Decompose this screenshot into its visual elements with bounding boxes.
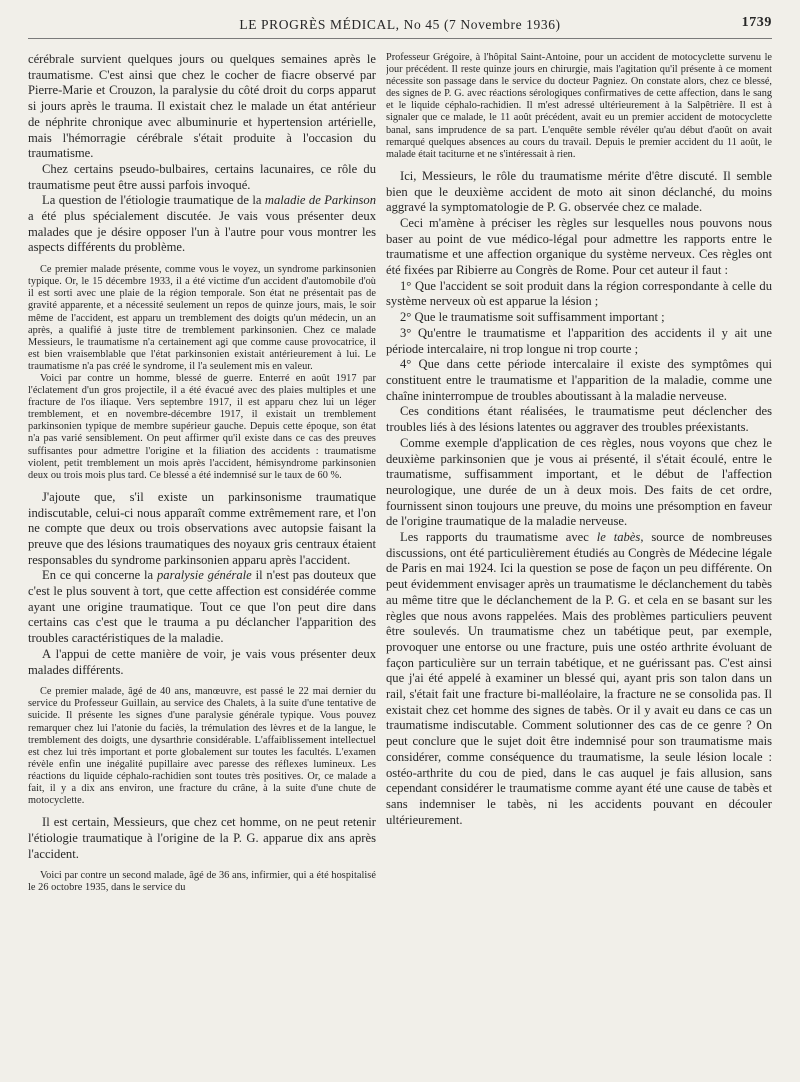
text-run: il n'est pas douteux que c'est le plus souvent à tort, que cette affection est considérée comme ayant une origine traumatique. Tout ce que l'on peut dire dans certains cas c'est que le trauma a pu déclancher l'apparition des troubles caractéristiques de la maladie.	[28, 568, 376, 646]
rule-item: 2° Que le traumatisme soit suffisamment important ;	[400, 310, 665, 325]
paragraph: Ceci m'amène à préciser les règles sur lesquelles nous pouvons nous baser au point de vue médico-légal pour admettre les rapports entre le traumatisme et une affection organique du système nerveux. Ces règles ont été fixées par Ribierre au Congrès de Rome. Pour cet auteur il faut :	[386, 215, 772, 278]
paragraph: A l'appui de cette manière de voir, je vais vous présenter deux malades différents.	[28, 646, 376, 677]
paragraph: Comme exemple d'application de ces règles, nous voyons que chez le deuxième parkinsonien que je vous ai présenté, il s'était écoulé, entre le traumatisme, suffisamment important, et le début de l'affection neurologique, une durée de un à deux mois. Des faits de cet ordre, fournissent sinon toujours une preuve, du moins une présomption en faveur de l'origine traumatique de la maladie nerveuse.	[386, 435, 772, 529]
text-run: La question de l'étiologie traumatique de la	[42, 193, 265, 208]
text-run: En ce qui concerne la	[42, 568, 157, 583]
text-run: , source de nombreuses discussions, ont été particulièrement étudiés au Congrès de Médecine légale de Paris en mai 1924. Ici la question se pose de façon un peu différente. On peut évidemment envisager après un traumatisme le déclanchement du tabès au même titre que le déclanchement de la P. G. et cela en se basant sur les règles que nous avons rappelées. Mais des problèmes particuliers peuvent être soulevés. Un traumatisme chez un tabétique peut, par exemple, provoquer une entorse ou une fracture, puis une ostéo arthrite évoluant de façon particulière sur un terrain tabétique, et ne guérissant pas. C'est ainsi que j'ai été appelé à examiner un blessé qui, ayant pris son talon dans un rail, s'était fait une fracture bi-malléolaire, la fracture ne se consolida pas. Il existait chez cet homme des signes de tabès. Or il y avait eu dans ce cas un traumatisme indiscutable. Comment solutionner des cas de ce genre ? On peut conclure que le sujet doit être indemnisé pour son traumatisme mais considérer, comme conséquence du traumatisme, la seule lésion locale : ostéo-arthrite du cou de pied, dans le cas auquel je fais allusion, sans cependant considérer le traumatisme comme ayant été une cause de tabès et sans indemniser le tabès, ni les accidents pouvant en découler ultérieurement.	[386, 530, 772, 827]
paragraph	[28, 193, 376, 256]
paragraph	[386, 530, 772, 828]
paragraph: Ces conditions étant réalisées, le traumatisme peut déclencher des troubles liés à des lésions latentes ou aggraver des troubles préexistants.	[386, 404, 772, 435]
italic-term: maladie de Parkinson	[264, 193, 376, 208]
paragraph: cérébrale survient quelques jours ou quelques semaines après le traumatisme. C'est ainsi que chez le cocher de fiacre observé par Pierre-Marie et Crouzon, la paralysie du côté droit du corps apparut si jours après le trauma. Il existait chez le malade un état antérieur de néphrite chronique avec albuminurie et hypertension artérielle, mais l'hémorragie cérébrale s'était produite à l'occasion du traumatisme.	[28, 52, 376, 161]
text-run: a été plus spécialement discutée. Je vais vous présenter deux malades que je désire opposer l'un à l'autre pour vous montrer les aspects différents du problème.	[28, 209, 376, 255]
italic-term: paralysie générale	[156, 568, 252, 583]
case-report: Professeur Grégoire, à l'hôpital Saint-Antoine, pour un accident de motocyclette survenu le jour précédent. Il reste quinze jours en chirurgie, mais l'agitation qu'il présente à ce moment nécessite son passage dans le service du docteur Pagniez. On constate alors, chez ce blessé, des signes de P. G. avec réactions sérologiques confirmatives de cette affection, dans le sang et le liquide céphalo-rachidien. Il m'est adressé ultérieurement à la Salpêtrière. Il est à signaler que ce malade, le 11 août précédent, avait eu un premier accident de motocyclette banal, sans imprudence de sa part. L'enquête semble révéler qu'au début d'août on avait remarqué quelques absences au cours du travail. Depuis le premier accident du 11 août, le malade était taciturne et ne s'intéressait à rien.	[386, 52, 772, 160]
left-column	[28, 52, 376, 1072]
paragraph	[28, 568, 376, 647]
rule-item: 1° Que l'accident se soit produit dans la région correspondante à celle du système nerveux où est apparue la lésion ;	[386, 278, 772, 309]
page-number: 1739	[741, 15, 772, 30]
paragraph: Ici, Messieurs, le rôle du traumatisme mérite d'être discuté. Il semble bien que le deuxième accident de moto ait sinon déclanché, du moins aggravé la symptomatologie de P. G. observée chez ce malade.	[386, 168, 772, 215]
case-report: Voici par contre un second malade, âgé de 36 ans, infirmier, qui a été hospitalisé le 26 octobre 1935, dans le service du	[28, 870, 376, 894]
rule-item: 3° Qu'entre le traumatisme et l'apparition des accidents il y ait une période intercalaire, ni trop longue ni trop courte ;	[386, 325, 772, 356]
paragraph: Chez certains pseudo-bulbaires, certains lacunaires, ce rôle du traumatisme peut être aussi parfois invoqué.	[28, 161, 376, 192]
italic-term: le tabès	[596, 530, 641, 545]
journal-title: LE PROGRÈS MÉDICAL, No 45 (7 Novembre 1936)	[239, 17, 561, 32]
case-report: Ce premier malade présente, comme vous le voyez, un syndrome parkinsonien typique. Or, le 15 décembre 1933, il a été victime d'un accident d'automobile d'où il est sorti avec une plaie de la région temporale. Son état ne présentait pas de gravité apparente, et a nécessité seulement un repos de quinze jours, mais, le soir même de l'accident, est apparu un tremblement des doigts qu'un médecin, un an après, a qualifié à juste titre de tremblement parkinsonien. Chez ce malade Messieurs, le traumatisme n'a certainement agi que comme cause provocatrice, il est bien vraisemblable que l'état parkinsonien existait antérieurement à lui. Le traumatisme n'a pas créé le syndrome, il l'a seulement mis en valeur.	[28, 264, 376, 372]
case-report: Voici par contre un homme, blessé de guerre. Enterré en août 1917 par l'éclatement d'un gros projectile, il a été évacué avec des plaies multiples et une fracture de l'os iliaque. Vers septembre 1917, il est apparu chez lui un léger tremblement, et en novembre-décembre 1917, il existait un tremblement parkinsonien typique de membre supérieur gauche. Depuis cette époque, son état n'a pas varié sensiblement. On peut affirmer qu'il existe dans ce cas des preuves suffisantes pour admettre l'origine et la filiation des accidents : traumatisme violent, petit tremblement un mois après l'accident, hémisyndrome parkinsonien deux ou trois mois plus tard. Ce blessé a été indemnisé sur le taux de 60 %.	[28, 372, 376, 481]
text-run: Les rapports du traumatisme avec	[400, 530, 597, 545]
case-report: Ce premier malade, âgé de 40 ans, manœuvre, est passé le 22 mai dernier du service du Professeur Guillain, au service des Chalets, à la suite d'une tentative de suicide. Il présente les signes d'une paralysie générale typique. Vous pouvez remarquer chez lui l'atonie du faciès, la trémulation des lèvres et de la langue, le tremblement des doigts, une dysarthrie considérable. L'affaiblissement intellectuel est chez lui très important et porte globalement sur toutes les facultés. L'examen révèle enfin une inégalité pupillaire avec paresse des réflexes lumineux. Les réactions du liquide céphalo-rachidien sont toutes très positives. Or, ce malade a fait, il y a dix ans environ, une fracture du crâne, à la suite d'une chute de motocyclette.	[28, 686, 376, 807]
paragraph: Il est certain, Messieurs, que chez cet homme, on ne peut retenir l'étiologie traumatique à l'origine de la P. G. apparue dix ans après l'accident.	[28, 815, 376, 861]
right-column	[386, 52, 772, 1072]
running-header	[28, 14, 772, 39]
rule-item: 4° Que dans cette période intercalaire il existe des symptômes qui constituent entre le traumatisme et l'apparition de la maladie, comme une chaîne ininterrompue de troubles aboutissant à la maladie nerveuse.	[386, 357, 772, 403]
paragraph: J'ajoute que, s'il existe un parkinsonisme traumatique indiscutable, celui-ci nous apparaît comme extrêmement rare, et l'on ne compte que deux ou trois observations avec autopsie faisant la preuve que des lésions traumatiques des noyaux gris centraux étaient responsables du syndrome parkinsonien apparu après l'accident.	[28, 489, 376, 567]
